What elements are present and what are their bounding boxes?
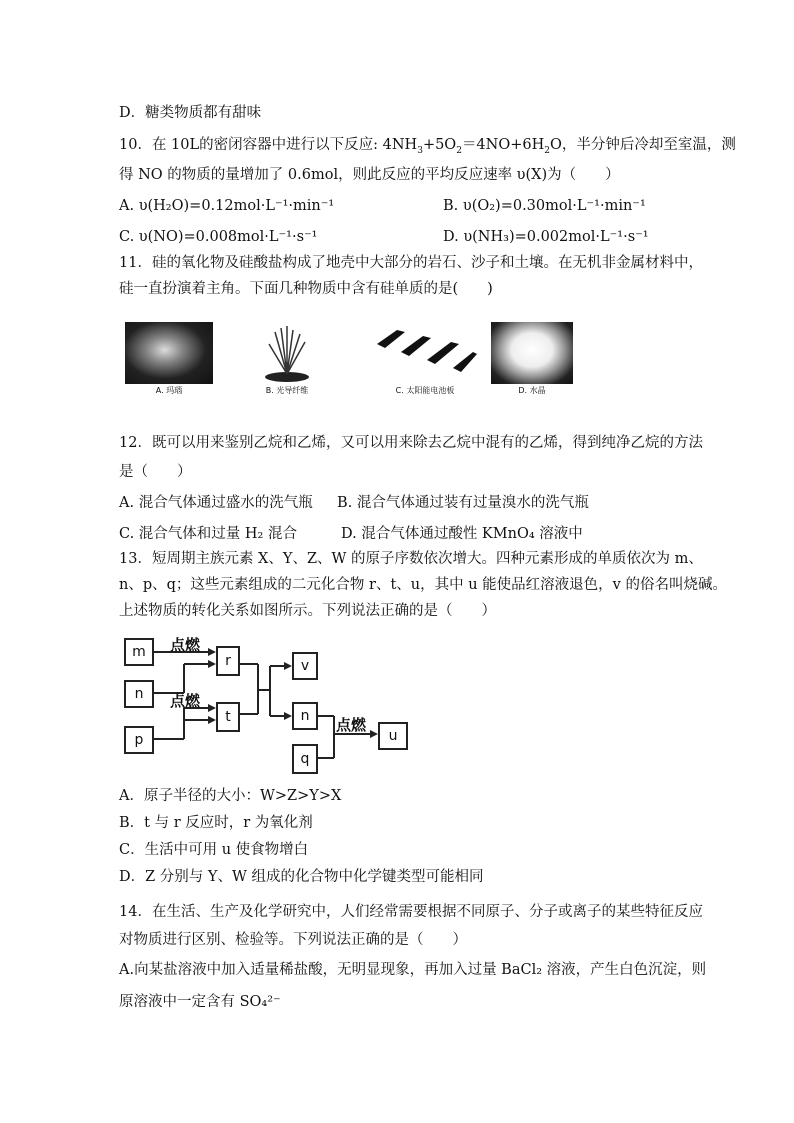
q12-stem-line1: 12．既可以用来鉴别乙烷和乙烯，又可以用来除去乙烷中混有的乙烯，得到纯净乙烷的方法 xyxy=(119,435,703,451)
q13-option-d: D．Z 分别与 Y、W 组成的化合物中化学键类型可能相同 xyxy=(119,869,484,885)
node-m: m xyxy=(124,638,154,666)
node-v: v xyxy=(292,652,318,680)
caption-optical-fiber: B. 光导纤维 xyxy=(265,386,309,395)
node-r: r xyxy=(216,646,240,676)
picture-optical-fiber xyxy=(247,322,327,396)
node-n: n xyxy=(124,680,154,708)
caption-solar-panel: C. 太阳能电池板 xyxy=(395,386,455,395)
node-t: t xyxy=(216,702,240,732)
ignite-label-3: 点燃 xyxy=(336,716,367,734)
q10-option-a: A. υ(H₂O)=0.12mol·L⁻¹·min⁻¹ xyxy=(119,198,335,214)
q13-option-b: B．t 与 r 反应时，r 为氧化剂 xyxy=(119,815,313,831)
q10-option-b: B. υ(O₂)=0.30mol·L⁻¹·min⁻¹ xyxy=(443,198,646,214)
ignite-label-2: 点燃 xyxy=(170,692,201,710)
reaction-diagram xyxy=(118,630,418,776)
q14-option-a-line1: A.向某盐溶液中加入适量稀盐酸，无明显现象，再加入过量 BaCl₂ 溶液，产生白色沉淀，则 xyxy=(119,962,707,978)
caption-crystal: D. 水晶 xyxy=(518,386,546,395)
q14-stem-line2: 对物质进行区别、检验等。下列说法正确的是（ ） xyxy=(119,932,467,948)
q13-stem-line1: 13．短周期主族元素 X、Y、Z、W 的原子序数依次增大。四种元素形成的单质依次为 m、 xyxy=(119,551,703,567)
q10-option-c: C. υ(NO)=0.008mol·L⁻¹·s⁻¹ xyxy=(119,229,318,245)
q13-stem-line3: 上述物质的转化关系如图所示。下列说法正确的是（ ） xyxy=(119,603,496,619)
caption-agate: A. 玛瑙 xyxy=(155,386,183,395)
q10-option-d: D. υ(NH₃)=0.002mol·L⁻¹·s⁻¹ xyxy=(443,229,649,245)
picture-solar-panel xyxy=(373,322,477,396)
q12-option-a: A. 混合气体通过盛水的洗气瓶 xyxy=(119,495,313,511)
picture-crystal xyxy=(491,322,573,396)
q14-stem-line1: 14．在生活、生产及化学研究中，人们经常需要根据不同原子、分子或离子的某些特征反应 xyxy=(119,904,703,920)
node-u: u xyxy=(378,722,408,750)
q12-option-c: C. 混合气体和过量 H₂ 混合 xyxy=(119,526,297,542)
q11-stem-line2: 硅一直扮演着主角。下面几种物质中含有硅单质的是( ) xyxy=(119,281,493,297)
q13-option-a: A．原子半径的大小：W>Z>Y>X xyxy=(119,788,342,804)
diagram-connectors xyxy=(118,630,418,776)
q12-option-d: D. 混合气体通过酸性 KMnO₄ 溶液中 xyxy=(341,526,583,542)
q10-stem-line1: 10．在 10L的密闭容器中进行以下反应: $4NH_3+5O_2=4NO+6H_2O$，半分钟后冷却至室温，测 xyxy=(119,137,736,156)
q12-option-b: B. 混合气体通过装有过量溴水的洗气瓶 xyxy=(337,495,589,511)
q10-stem-line2: 得 NO 的物质的量增加了 0.6mol，则此反应的平均反应速率 υ(X)为（ ） xyxy=(119,167,620,183)
q14-option-a-line2: 原溶液中一定含有 SO₄²⁻ xyxy=(119,994,281,1010)
node-n-product: n xyxy=(292,702,318,730)
ignite-label-1: 点燃 xyxy=(170,636,201,654)
q13-option-c: C．生活中可用 u 使食物增白 xyxy=(119,842,309,858)
node-p: p xyxy=(124,726,154,754)
node-q: q xyxy=(292,744,318,774)
q13-stem-line2: n、p、q；这些元素组成的二元化合物 r、t、u，其中 u 能使品红溶液退色，v 的俗名叫烧碱。 xyxy=(119,577,727,593)
option-d-q9: D．糖类物质都有甜味 xyxy=(119,105,262,121)
picture-agate xyxy=(125,322,213,396)
q11-stem-line1: 11．硅的氧化物及硅酸盐构成了地壳中大部分的岩石、沙子和土壤。在无机非金属材料中， xyxy=(119,255,703,271)
q12-stem-line2: 是（ ） xyxy=(119,464,192,480)
